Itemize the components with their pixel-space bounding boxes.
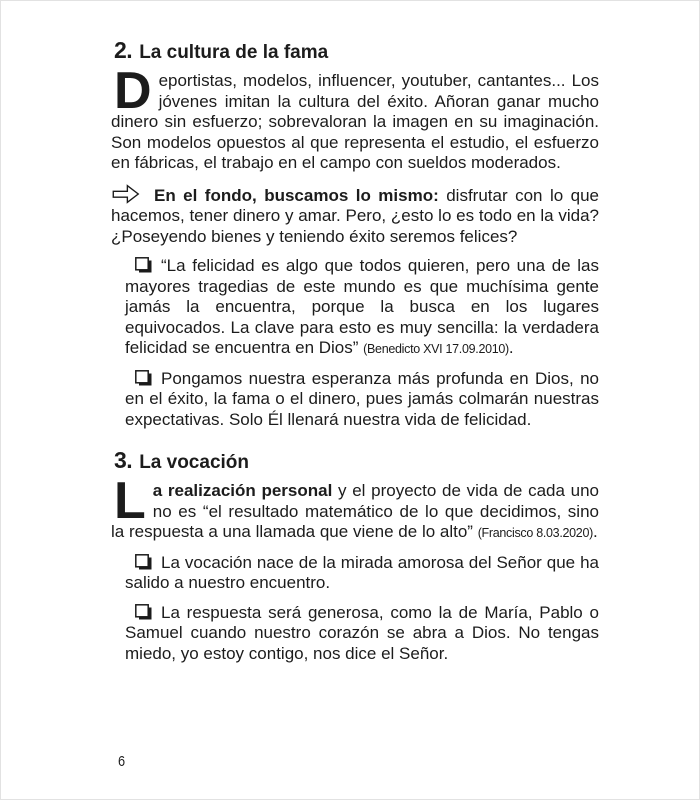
drop-cap: D [114, 62, 152, 120]
heading-number: 2. [114, 37, 133, 63]
citation: (Benedicto XVI 17.09.2010) [363, 342, 509, 356]
lead-paragraph [111, 472, 599, 544]
page-content [111, 37, 599, 664]
citation: (Francisco 8.03.2020) [477, 526, 593, 540]
citation-suffix: . [508, 338, 514, 357]
quote-text: La respuesta será generosa, como la de María, Pablo o Samuel cuando nuestro corazón se abra a Dios. No tengas miedo, yo estoy contigo, nos dice el Señor. [125, 602, 599, 663]
heading-title: La vocación [139, 452, 250, 473]
lead-text: eportistas, modelos, influencer, youtuber, cantantes... Los jóvenes imitan la cultura del éxito. Añoran ganar mucho dinero sin esfuerzo; sobrevaloran la imagen en su imaginación. Son modelos opuestos al que representa el estudio, el esfuerzo en fábricas, el trabajo en el campo con sueldos moderados. [111, 71, 599, 172]
section-heading [114, 37, 599, 64]
heading-title: La cultura de la fama [139, 42, 329, 63]
drop-cap: L [114, 472, 146, 530]
lead-bold-text: a realización personal [152, 481, 333, 500]
citation-suffix: . [592, 522, 598, 541]
right-arrow-icon [111, 184, 141, 204]
quote-paragraph [125, 256, 599, 360]
quote-text: La vocación nace de la mirada amorosa del Señor que ha salido a nuestro encuentro. [125, 552, 599, 592]
quote-paragraph [125, 369, 599, 431]
quote-text: “La felicidad es algo que todos quieren, pero una de las mayores tragedias de este mundo es que muchísima gente jamás la encuentra, porque la busca en los lugares equivocados. La clave para esto es muy sencilla: la verdadera felicidad se encuentra en Dios” [125, 256, 599, 357]
heading-number: 3. [114, 447, 133, 473]
section-cultura-de-la-fama [111, 37, 599, 430]
shadowed-square-icon [135, 554, 152, 570]
lead-paragraph [111, 62, 599, 174]
quote-text: Pongamos nuestra esperanza más profunda en Dios, no en el éxito, la fama o el dinero, pues jamás colmarán nuestras expectativas. Solo Él llenará nuestra vida de felicidad. [125, 368, 599, 429]
section-la-vocacion [111, 447, 599, 664]
page-number: 6 [118, 753, 126, 770]
lead-text: y el proyecto de vida de cada uno no es “el resultado matemático de lo que decidimos, sino la respuesta a una llamada que viene de lo alto” [111, 481, 599, 541]
shadowed-square-icon [135, 604, 152, 620]
shadowed-square-icon [135, 370, 152, 386]
arrow-text: disfrutar con lo que hacemos, tener dinero y amar. Pero, ¿esto lo es todo en la vida? ¿Poseyendo bienes y teniendo éxito seremos felices? [111, 185, 600, 246]
quote-paragraph [125, 553, 599, 594]
arrow-paragraph [111, 184, 599, 248]
quote-paragraph [125, 603, 599, 665]
shadowed-square-icon [135, 257, 152, 273]
section-heading [114, 447, 599, 474]
arrow-bold-text: En el fondo, buscamos lo mismo: [154, 185, 439, 205]
